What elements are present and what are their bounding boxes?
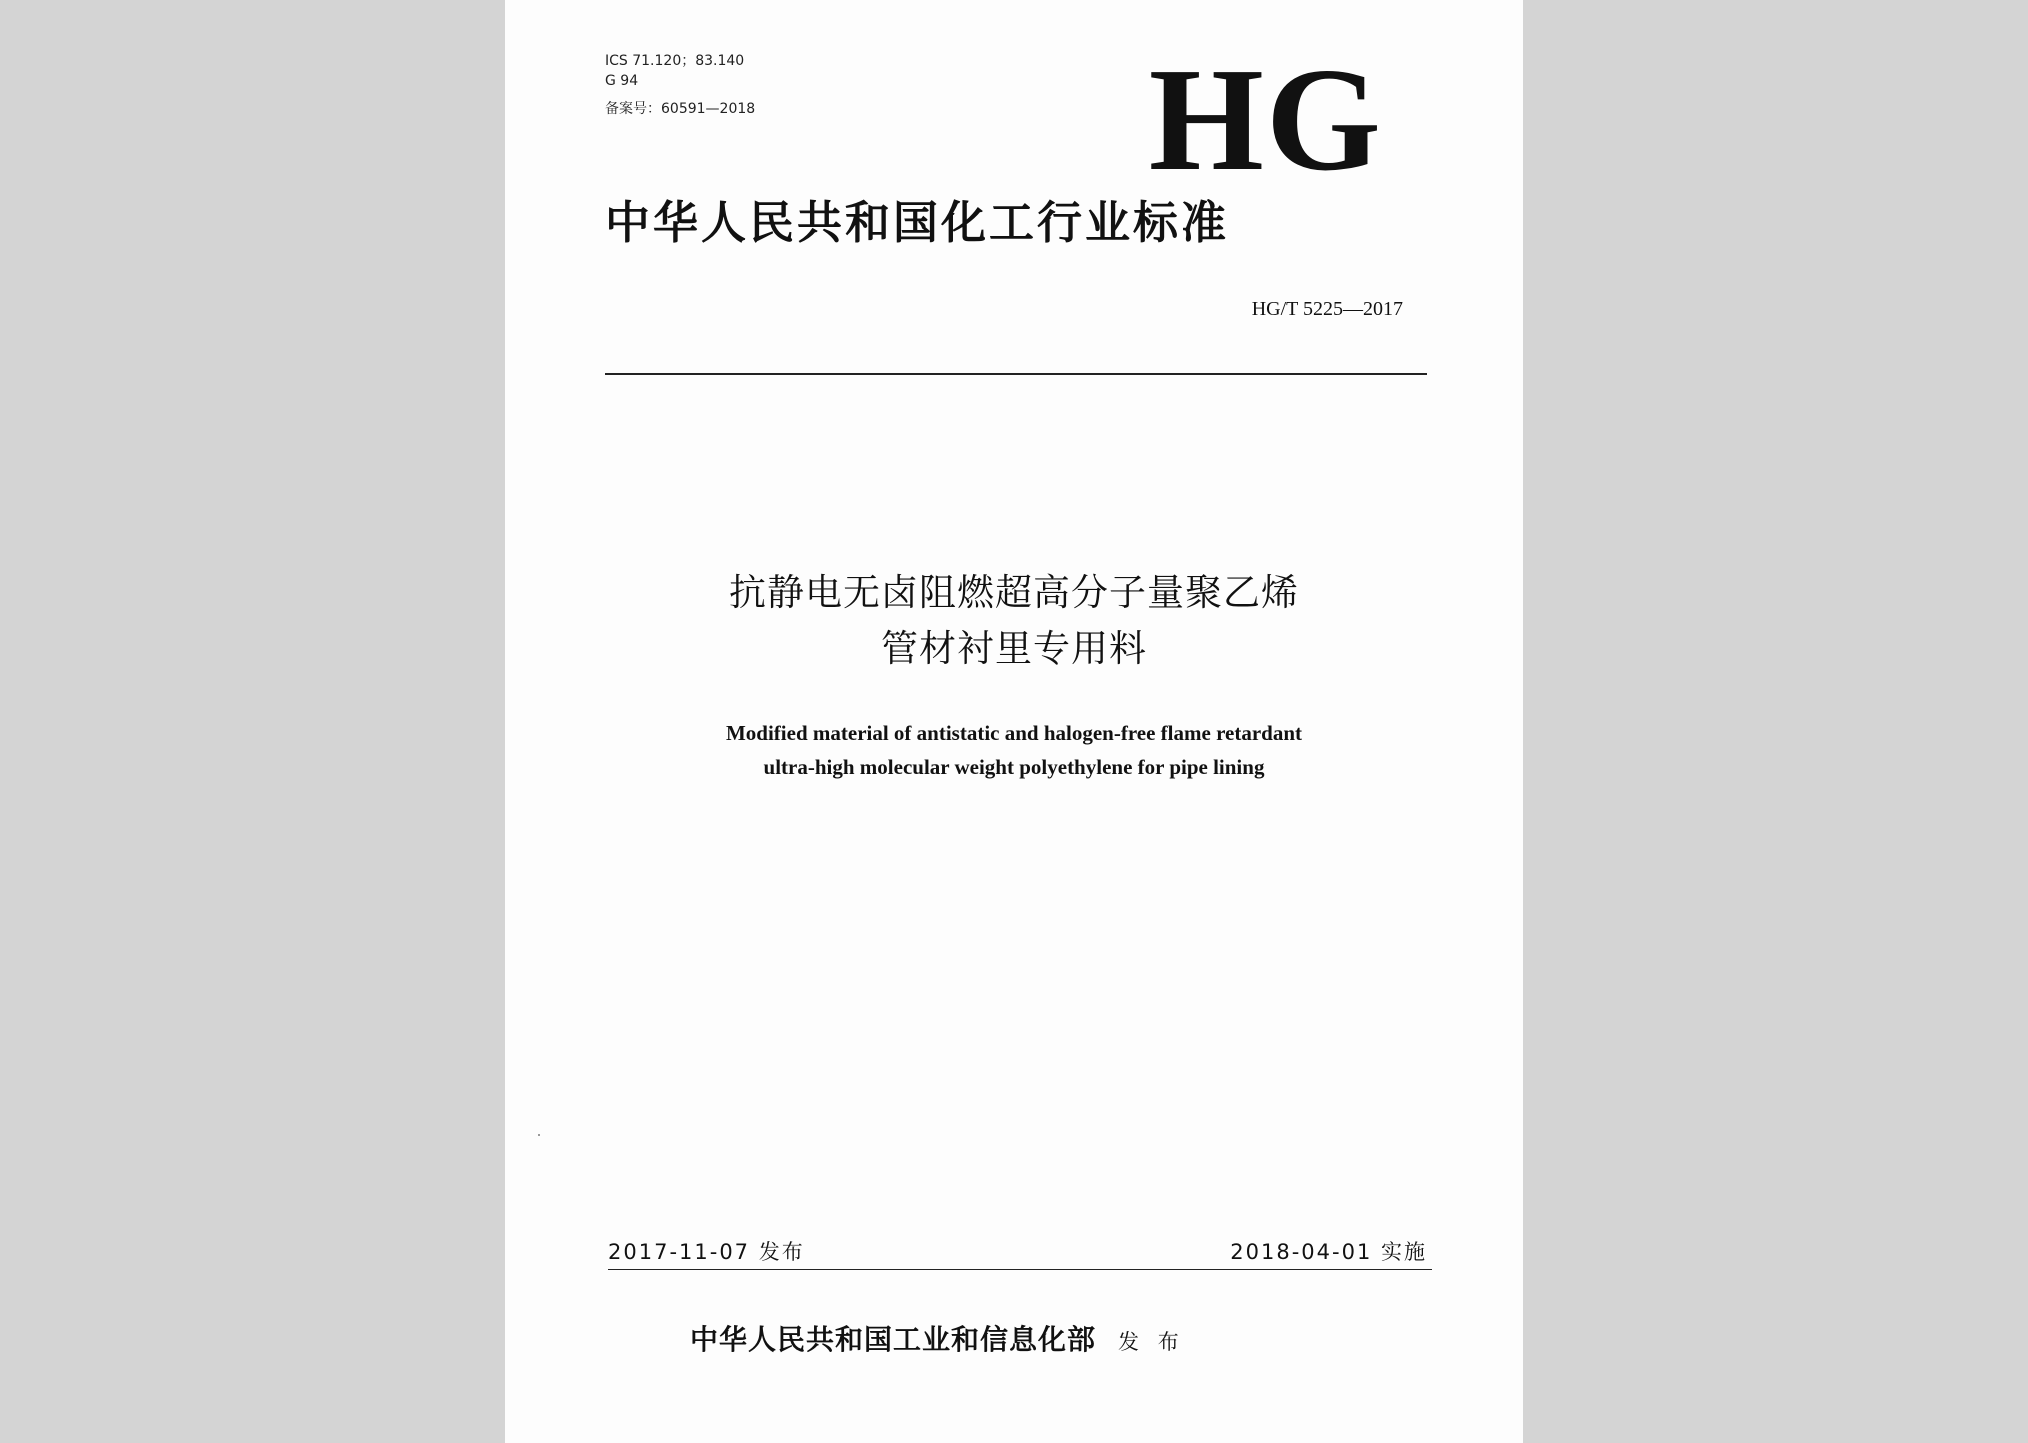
publisher-line <box>690 1323 1185 1356</box>
scan-speck <box>538 1134 540 1136</box>
hg-logo: HG <box>1148 38 1383 202</box>
footer-divider <box>608 1269 1432 1270</box>
chinese-title-line-2: 管材衬里专用料 <box>881 627 1147 670</box>
standard-category-title: 中华人民共和国化工行业标准 <box>605 196 1230 249</box>
standard-code: HG/T 5225—2017 <box>1251 298 1403 320</box>
english-title-line-2: ultra-high molecular weight polyethylene for pipe lining <box>763 755 1265 779</box>
publisher-verb: 发 布 <box>1118 1330 1185 1354</box>
filing-number: 备案号：60591—2018 <box>605 101 756 117</box>
english-title-line-1: Modified material of antistatic and halogen-free flame retardant <box>725 721 1303 745</box>
issue-date: 2017-11-07 发布 <box>608 1240 805 1264</box>
header-divider <box>605 373 1427 375</box>
chinese-title-line-1: 抗静电无卤阻燃超高分子量聚乙烯 <box>729 571 1299 614</box>
ccs-code: G 94 <box>605 73 639 89</box>
publisher-name: 中华人民共和国工业和信息化部 <box>690 1323 1097 1356</box>
ics-code: ICS 71.120；83.140 <box>605 53 745 69</box>
document-page <box>505 0 1523 1443</box>
implementation-date: 2018-04-01 实施 <box>1230 1240 1427 1264</box>
